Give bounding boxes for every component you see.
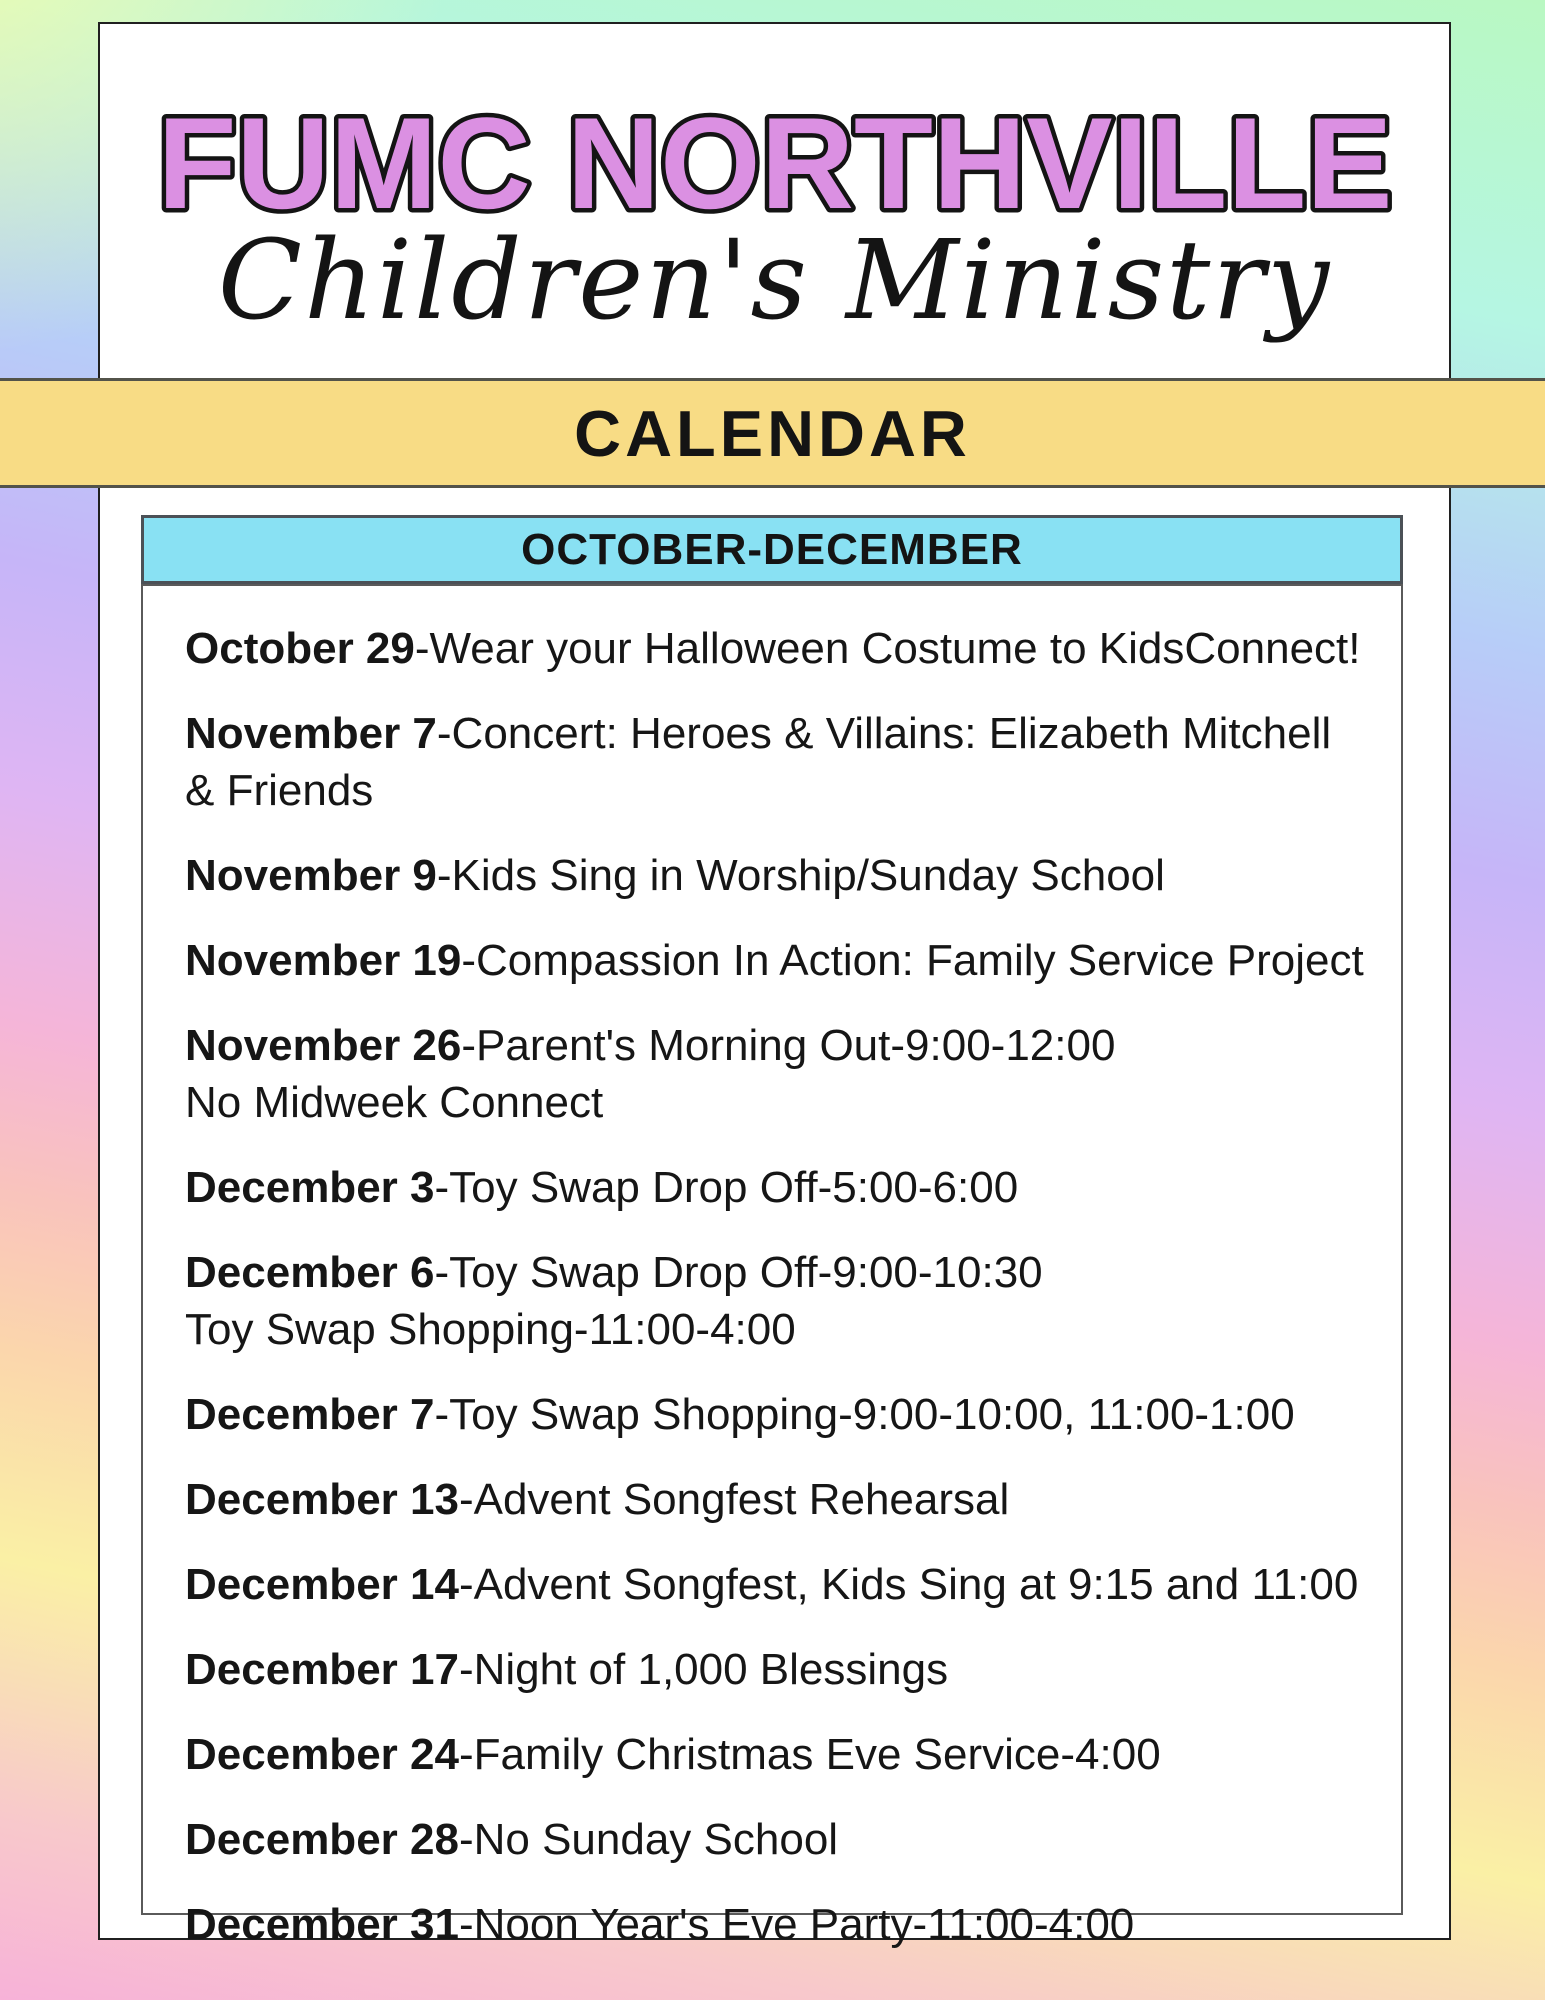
event-desc: -Noon Year's Eve Party-11:00-4:00 [458, 1900, 1135, 1949]
event-item [185, 1896, 1365, 1953]
event-desc: -Toy Swap Drop Off-9:00-10:30 [434, 1248, 1043, 1297]
event-date: November 26 [185, 1021, 462, 1070]
event-date: December 14 [185, 1560, 459, 1609]
event-item [185, 705, 1365, 819]
event-item [185, 620, 1365, 677]
event-date: November 9 [185, 851, 437, 900]
event-date: December 13 [185, 1475, 459, 1524]
calendar-banner-label: CALENDAR [574, 396, 971, 470]
event-item [185, 1017, 1365, 1131]
event-date: November 7 [185, 709, 437, 758]
events-list [141, 584, 1403, 1949]
event-extra-line: No Midweek Connect [185, 1078, 604, 1127]
event-item [185, 1386, 1365, 1443]
event-desc: -No Sunday School [458, 1815, 839, 1864]
event-desc: -Family Christmas Eve Service-4:00 [458, 1730, 1161, 1779]
event-item [185, 1471, 1365, 1528]
event-date: December 7 [185, 1390, 435, 1439]
event-desc: -Toy Swap Shopping-9:00-10:00, 11:00-1:00 [434, 1390, 1295, 1439]
event-desc: -Concert: Heroes & Villains: Elizabeth Mitchell & Friends [185, 709, 1332, 815]
event-item [185, 1726, 1365, 1783]
event-item [185, 932, 1365, 989]
title-text: FUMC NORTHVILLE [157, 90, 1392, 236]
event-item [185, 1811, 1365, 1868]
event-desc: -Compassion In Action: Family Service Project [461, 936, 1364, 985]
event-item [185, 1556, 1365, 1613]
event-desc: -Kids Sing in Worship/Sunday School [436, 851, 1165, 900]
event-desc: -Advent Songfest Rehearsal [458, 1475, 1010, 1524]
event-date: December 3 [185, 1163, 435, 1212]
event-date: December 6 [185, 1248, 435, 1297]
event-desc: -Parent's Morning Out-9:00-12:00 [461, 1021, 1116, 1070]
subtitle-text: Children's Ministry [217, 216, 1332, 344]
event-desc: -Wear your Halloween Costume to KidsConnect! [414, 624, 1361, 673]
section-header [141, 515, 1403, 584]
event-extra-line: Toy Swap Shopping-11:00-4:00 [185, 1305, 796, 1354]
event-item [185, 1641, 1365, 1698]
event-date: November 19 [185, 936, 462, 985]
event-date: December 31 [185, 1900, 459, 1949]
event-date: December 24 [185, 1730, 459, 1779]
section-title: OCTOBER-DECEMBER [521, 524, 1023, 574]
event-item [185, 1244, 1365, 1358]
event-date: December 28 [185, 1815, 459, 1864]
event-desc: -Advent Songfest, Kids Sing at 9:15 and 11:00 [458, 1560, 1359, 1609]
event-desc: -Toy Swap Drop Off-5:00-6:00 [434, 1163, 1019, 1212]
event-date: December 17 [185, 1645, 459, 1694]
event-item [185, 847, 1365, 904]
calendar-banner [0, 378, 1545, 488]
event-desc: -Night of 1,000 Blessings [458, 1645, 949, 1694]
event-date: October 29 [185, 624, 415, 673]
event-item [185, 1159, 1365, 1216]
